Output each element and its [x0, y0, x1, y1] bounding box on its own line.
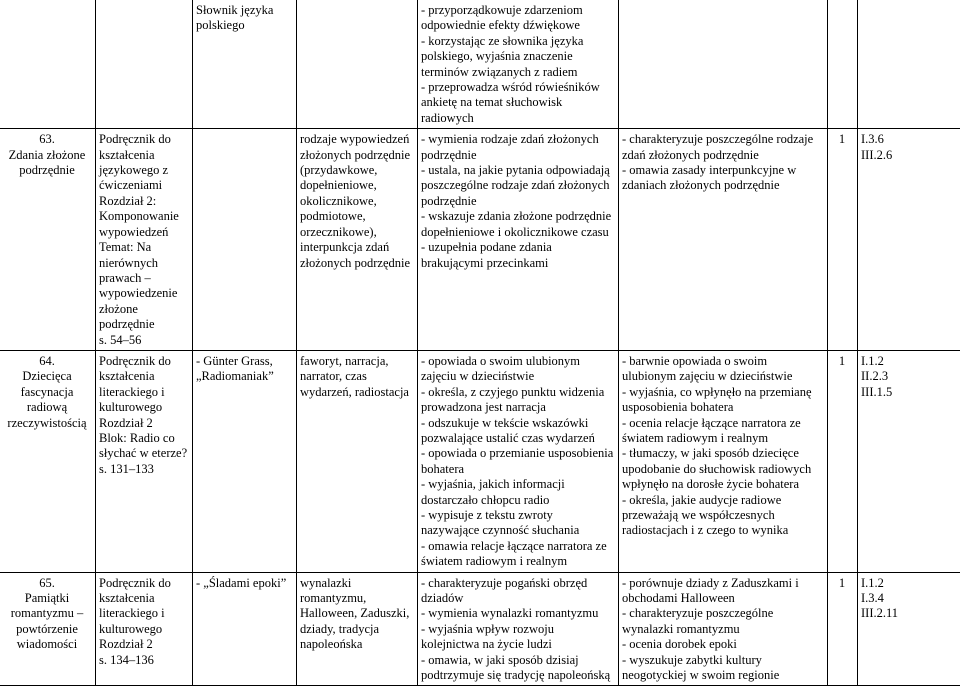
- content-cell: [297, 350, 418, 572]
- cell-line: - określa, z czyjego punktu widzenia: [421, 385, 614, 400]
- content-cell: [297, 0, 418, 129]
- cell-line: - opowiada o swoim ulubionym: [421, 354, 614, 369]
- cell-line: II.2.3: [861, 369, 956, 384]
- cell-line: radiostacjach i z czego to wynika: [622, 523, 823, 538]
- cell-line: obchodami Halloween: [622, 591, 823, 606]
- table-row: [0, 572, 960, 686]
- cell-line: - porównuje dziady z Zaduszkami i: [622, 576, 823, 591]
- cell-line: Pamiątki: [3, 591, 91, 606]
- cell-line: dziady, tradycja: [300, 622, 413, 637]
- cell-line: s. 54–56: [99, 333, 188, 348]
- cell-line: literackiego i: [99, 606, 188, 621]
- cell-line: dostarczało chłopcu radio: [421, 493, 614, 508]
- cell-line: powtórzenie: [3, 622, 91, 637]
- cell-line: faworyt, narracja,: [300, 354, 413, 369]
- cell-line: s. 134–136: [99, 653, 188, 668]
- cell-line: złożone: [99, 302, 188, 317]
- cell-line: polskiego, wyjaśnia znaczenie: [421, 49, 614, 64]
- cell-line: rodzaje wypowiedzeń: [300, 132, 413, 147]
- cell-line: - wyjaśnia, co wpłynęło na przemianę: [622, 385, 823, 400]
- cell-line: - charakteryzuje poszczególne rodzaje: [622, 132, 823, 147]
- texts-cell: [193, 572, 297, 686]
- cell-line: - charakteryzuje poszczególne: [622, 606, 823, 621]
- cell-line: - Günter Grass,: [196, 354, 292, 369]
- cell-line: dopełnieniowe,: [300, 178, 413, 193]
- cell-line: - wypisuje z tekstu zwroty: [421, 508, 614, 523]
- cell-line: - tłumaczy, w jaki sposób dziecięce: [622, 446, 823, 461]
- cell-line: - opowiada o przemianie usposobienia: [421, 446, 614, 461]
- cell-line: Podręcznik do: [99, 576, 188, 591]
- cell-line: fascynacja: [3, 385, 91, 400]
- cell-line: 65.: [3, 576, 91, 591]
- cell-line: światem radiowym i realnym: [421, 554, 614, 569]
- texts-cell: [193, 0, 297, 129]
- cell-line: podrzędnie: [99, 317, 188, 332]
- cell-line: podtrzymuje się tradycję napoleońską: [421, 668, 614, 683]
- cell-line: kulturowego: [99, 622, 188, 637]
- cell-line: interpunkcja zdań: [300, 240, 413, 255]
- cell-line: podrzędnie: [421, 148, 614, 163]
- lesson-topic-cell: [0, 0, 96, 129]
- cell-line: prowadzona jest narracja: [421, 400, 614, 415]
- standards-cell: [858, 129, 960, 351]
- cell-line: odpowiednie efekty dźwiękowe: [421, 18, 614, 33]
- cell-line: wypowiedzeń: [99, 225, 188, 240]
- textbook-cell: [96, 572, 193, 686]
- cell-line: Dziecięca: [3, 369, 91, 384]
- cell-line: - wymienia wynalazki romantyzmu: [421, 606, 614, 621]
- extended-skills-cell: [619, 129, 828, 351]
- cell-line: III.2.6: [861, 148, 956, 163]
- cell-line: Rozdział 2:: [99, 194, 188, 209]
- cell-line: romantyzmu –: [3, 606, 91, 621]
- textbook-cell: [96, 350, 193, 572]
- cell-line: - wyszukuje zabytki kultury: [622, 653, 823, 668]
- basic-skills-cell: [418, 129, 619, 351]
- cell-line: Komponowanie: [99, 209, 188, 224]
- cell-line: - wyjaśnia, jakich informacji: [421, 477, 614, 492]
- cell-line: poszczególne rodzaje zdań złożonych: [421, 178, 614, 193]
- basic-skills-cell: [418, 0, 619, 129]
- cell-line: dopełnieniowe i okolicznikowe czasu: [421, 225, 614, 240]
- cell-line: radiową: [3, 400, 91, 415]
- cell-line: - omawia, w jaki sposób dzisiaj: [421, 653, 614, 668]
- cell-line: 63.: [3, 132, 91, 147]
- content-cell: [297, 572, 418, 686]
- cell-line: 1: [831, 132, 853, 147]
- cell-line: III.1.5: [861, 385, 956, 400]
- lesson-topic-cell: [0, 572, 96, 686]
- standards-cell: [858, 0, 960, 129]
- cell-line: orzecznikowe),: [300, 225, 413, 240]
- hours-cell: [828, 572, 858, 686]
- table-row: [0, 350, 960, 572]
- cell-line: wpłynęło na dorosłe życie bohatera: [622, 477, 823, 492]
- cell-line: wynalazki romantyzmu: [622, 622, 823, 637]
- cell-line: przeważają we współczesnych: [622, 508, 823, 523]
- cell-line: zajęciu w dzieciństwie: [421, 369, 614, 384]
- cell-line: I.1.2: [861, 576, 956, 591]
- cell-line: kształcenia: [99, 148, 188, 163]
- cell-line: 1: [831, 576, 853, 591]
- hours-cell: [828, 0, 858, 129]
- extended-skills-cell: [619, 0, 828, 129]
- cell-line: - wskazuje zdania złożone podrzędnie: [421, 209, 614, 224]
- lesson-topic-cell: [0, 350, 96, 572]
- cell-line: - przyporządkowuje zdarzeniom: [421, 3, 614, 18]
- cell-line: ćwiczeniami: [99, 178, 188, 193]
- cell-line: kolejnictwa na życie ludzi: [421, 637, 614, 652]
- basic-skills-cell: [418, 572, 619, 686]
- cell-line: rzeczywistością: [3, 416, 91, 431]
- cell-line: Zdania złożone: [3, 148, 91, 163]
- lesson-topic-cell: [0, 129, 96, 351]
- cell-line: podmiotowe,: [300, 209, 413, 224]
- table-row: [0, 0, 960, 129]
- hours-cell: [828, 350, 858, 572]
- cell-line: Temat: Na: [99, 240, 188, 255]
- cell-line: wynalazki: [300, 576, 413, 591]
- textbook-cell: [96, 0, 193, 129]
- cell-line: I.1.2: [861, 354, 956, 369]
- cell-line: Podręcznik do: [99, 354, 188, 369]
- cell-line: I.3.6: [861, 132, 956, 147]
- standards-cell: [858, 350, 960, 572]
- cell-line: neogotyckiej w swoim regionie: [622, 668, 823, 683]
- cell-line: - przeprowadza wśród rówieśników: [421, 80, 614, 95]
- cell-line: okolicznikowe,: [300, 194, 413, 209]
- cell-line: brakującymi przecinkami: [421, 256, 614, 271]
- cell-line: s. 131–133: [99, 462, 188, 477]
- cell-line: III.2.11: [861, 606, 956, 621]
- cell-line: słychać w eterze?: [99, 446, 188, 461]
- cell-line: Halloween, Zaduszki,: [300, 606, 413, 621]
- cell-line: radiowych: [421, 111, 614, 126]
- cell-line: nierównych: [99, 256, 188, 271]
- cell-line: kształcenia: [99, 591, 188, 606]
- cell-line: 1: [831, 354, 853, 369]
- cell-line: Blok: Radio co: [99, 431, 188, 446]
- cell-line: (przydawkowe,: [300, 163, 413, 178]
- cell-line: podrzędnie: [3, 163, 91, 178]
- cell-line: kulturowego: [99, 400, 188, 415]
- cell-line: - „Śladami epoki”: [196, 576, 292, 591]
- cell-line: - omawia relacje łączące narratora ze: [421, 539, 614, 554]
- cell-line: literackiego i: [99, 385, 188, 400]
- cell-line: Podręcznik do: [99, 132, 188, 147]
- cell-line: terminów związanych z radiem: [421, 65, 614, 80]
- cell-line: Rozdział 2: [99, 416, 188, 431]
- cell-line: złożonych podrzędnie: [300, 148, 413, 163]
- cell-line: bohatera: [421, 462, 614, 477]
- cell-line: usposobienia bohatera: [622, 400, 823, 415]
- table-row: [0, 129, 960, 351]
- cell-line: pozwalające ustalić czas wydarzeń: [421, 431, 614, 446]
- cell-line: światem radiowym i realnym: [622, 431, 823, 446]
- cell-line: I.3.4: [861, 591, 956, 606]
- cell-line: - charakteryzuje pogański obrzęd: [421, 576, 614, 591]
- content-cell: [297, 129, 418, 351]
- cell-line: prawach –: [99, 271, 188, 286]
- cell-line: napoleońska: [300, 637, 413, 652]
- extended-skills-cell: [619, 572, 828, 686]
- cell-line: wypowiedzenie: [99, 286, 188, 301]
- cell-line: - wymienia rodzaje zdań złożonych: [421, 132, 614, 147]
- cell-line: - wyjaśnia wpływ rozwoju: [421, 622, 614, 637]
- cell-line: - ocenia relacje łączące narratora ze: [622, 416, 823, 431]
- extended-skills-cell: [619, 350, 828, 572]
- cell-line: wiadomości: [3, 637, 91, 652]
- cell-line: - ustala, na jakie pytania odpowiadają: [421, 163, 614, 178]
- textbook-cell: [96, 129, 193, 351]
- cell-line: Słownik języka: [196, 3, 292, 18]
- texts-cell: [193, 350, 297, 572]
- basic-skills-cell: [418, 350, 619, 572]
- cell-line: ulubionym zajęciu w dzieciństwie: [622, 369, 823, 384]
- cell-line: nazywające czynność słuchania: [421, 523, 614, 538]
- cell-line: podrzędnie: [421, 194, 614, 209]
- cell-line: 64.: [3, 354, 91, 369]
- cell-line: Rozdział 2: [99, 637, 188, 652]
- cell-line: zdaniach złożonych podrzędnie: [622, 178, 823, 193]
- cell-line: - barwnie opowiada o swoim: [622, 354, 823, 369]
- cell-line: dziadów: [421, 591, 614, 606]
- standards-cell: [858, 572, 960, 686]
- cell-line: „Radiomaniak”: [196, 369, 292, 384]
- cell-line: złożonych podrzędnie: [300, 256, 413, 271]
- cell-line: ankietę na temat słuchowisk: [421, 95, 614, 110]
- cell-line: polskiego: [196, 18, 292, 33]
- cell-line: zdań złożonych podrzędnie: [622, 148, 823, 163]
- cell-line: - określa, jakie audycje radiowe: [622, 493, 823, 508]
- cell-line: - omawia zasady interpunkcyjne w: [622, 163, 823, 178]
- cell-line: narrator, czas: [300, 369, 413, 384]
- cell-line: upodobanie do słuchowisk radiowych: [622, 462, 823, 477]
- cell-line: - korzystając ze słownika języka: [421, 34, 614, 49]
- cell-line: wydarzeń, radiostacja: [300, 385, 413, 400]
- cell-line: - ocenia dorobek epoki: [622, 637, 823, 652]
- cell-line: kształcenia: [99, 369, 188, 384]
- cell-line: romantyzmu,: [300, 591, 413, 606]
- hours-cell: [828, 129, 858, 351]
- cell-line: - uzupełnia podane zdania: [421, 240, 614, 255]
- cell-line: - odszukuje w tekście wskazówki: [421, 416, 614, 431]
- cell-line: językowego z: [99, 163, 188, 178]
- texts-cell: [193, 129, 297, 351]
